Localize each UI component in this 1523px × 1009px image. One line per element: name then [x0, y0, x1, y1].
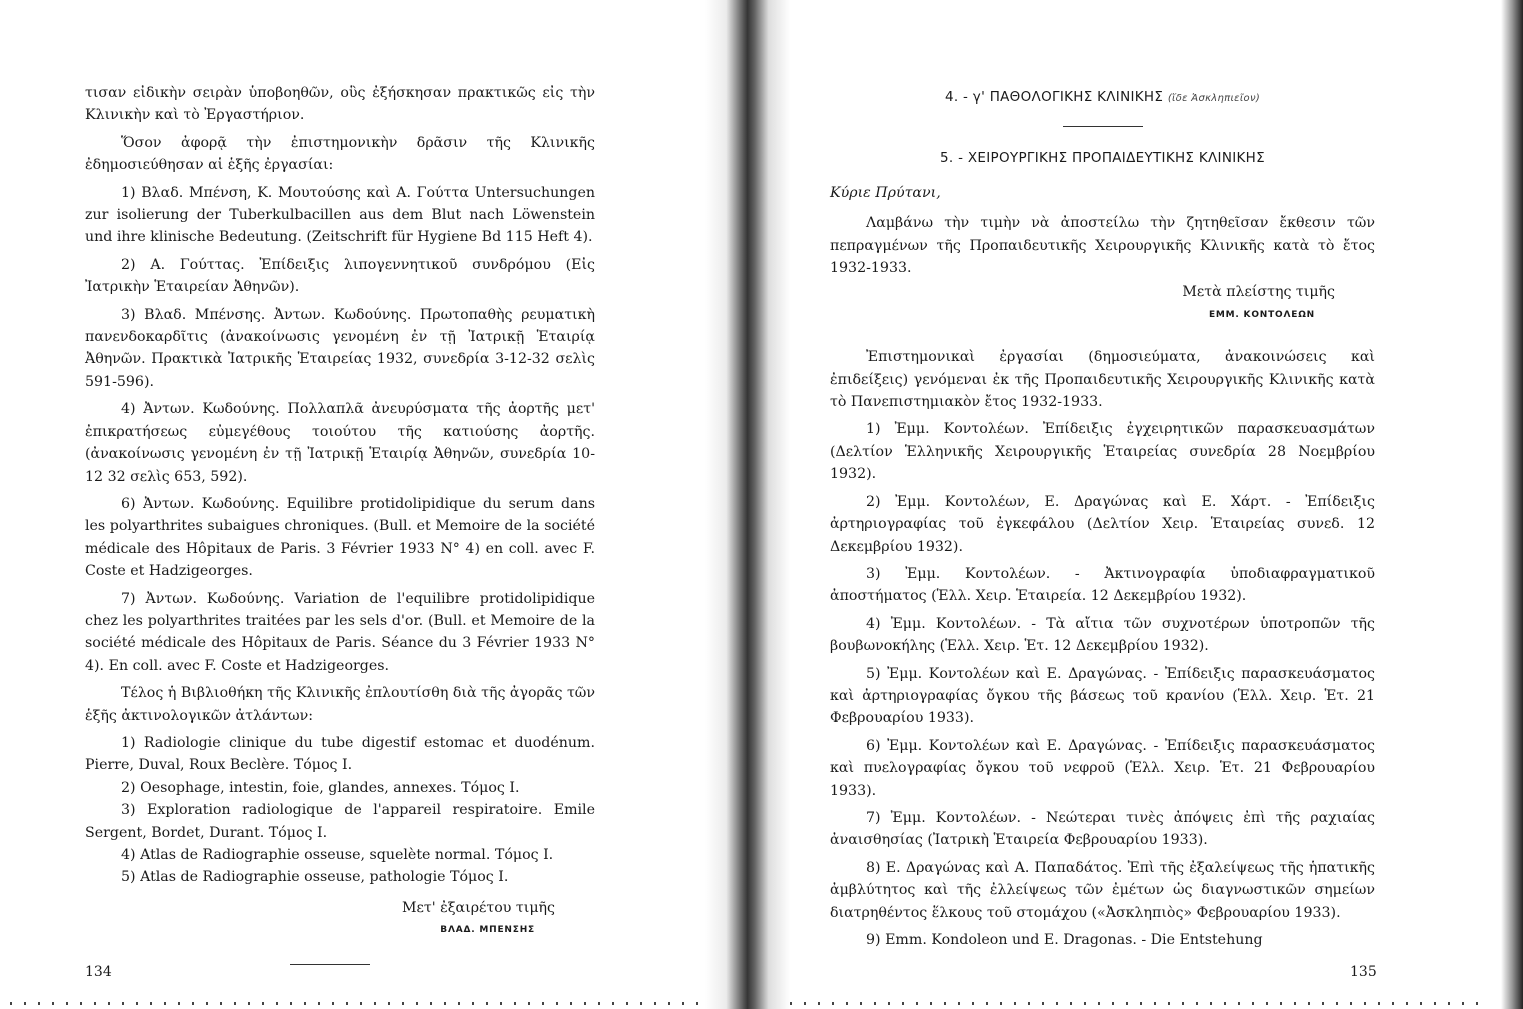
closing-line: Μετὰ πλείστης τιμῆς: [1182, 284, 1335, 301]
publication-item: 4) Ἐμμ. Κοντολέων. - Τὰ αἴτια τῶν συχνοτέρων ὑποτροπῶν τῆς βουβωνοκήλης (Ἑλλ. Χειρ. Ἑτ. 12 Δεκεμβρίου 1932).: [830, 615, 1375, 655]
page-number: 134: [85, 964, 112, 980]
salutation: Κύριε Πρύτανι,: [830, 184, 941, 201]
publication-item: 3) Ἐμμ. Κοντολέων. - Ἀκτινογραφία ὑποδιαφραγματικοῦ ἀποστήματος (Ἑλλ. Χειρ. Ἑταιρεία. 12 Δεκεμβρίου 1932).: [830, 565, 1375, 605]
publication-item: 2) Α. Γούττας. Ἐπίδειξις λιπογεννητικοῦ συνδρόμου (Εἰς Ἰατρικὴν Ἑταιρείαν Ἀθηνῶν).: [85, 256, 595, 296]
publication-item: 6) Ἐμμ. Κοντολέων καὶ Ε. Δραγώνας. - Ἐπίδειξις παρασκευάσματος καὶ πυελογραφίας ὄγκου τοῦ νεφροῦ (Ἑλλ. Χειρ. Ἑτ. 21 Φεβρουαρίου 1933).: [830, 737, 1375, 799]
atlas-item: 3) Exploration radiologique de l'appareil respiratoire. Emile Sergent, Bordet, Durant. Τόμος Ι.: [85, 802, 595, 841]
section-heading-4: [830, 86, 1375, 110]
paragraph: τισαν εἰδικὴν σειρὰν ὑποβοηθῶν, οὓς ἐξήσκησαν πρακτικῶς εἰς τὴν Κλινικὴν καὶ τὸ Ἐργαστήριον.: [85, 85, 595, 124]
section-divider: [290, 964, 370, 965]
publication-item: 3) Βλαδ. Μπένσης. Ἀντων. Κωδούνης. Πρωτοπαθὴς ρευματικὴ πανενδοκαρδῖτις (ἀνακοίνωσις γενομένη ἐν τῇ Ἰατρικῇ Ἑταιρίᾳ Ἀθηνῶν. Πρακτικὰ Ἰατρικῆς Ἑταιρείας 1932, συνεδρία 3-12-32 σελὶς 591-596).: [85, 306, 595, 390]
section-divider: [1063, 126, 1143, 127]
atlas-item: 4) Atlas de Radiographie osseuse, squelète normal. Τόμος Ι.: [121, 847, 554, 863]
publication-item: 4) Ἀντων. Κωδούνης. Πολλαπλᾶ ἀνευρύσματα τῆς ἀορτῆς μετ' ἐπικρατήσεως εὐμεγέθους τοιούτου τῆς κατιούσης ἀορτῆς. (ἀνακοίνωσις γενομένη ἐν τῇ Ἰατρικῇ Ἑταιρίᾳ Ἀθηνῶν, συνεδρία 10-12 32 σελὶς 653, 592).: [85, 401, 595, 485]
closing-line: Μετ' ἐξαιρέτου τιμῆς: [401, 899, 555, 916]
publication-item: 6) Ἀντων. Κωδούνης. Equilibre protidolipidique du serum dans les polyarthrites subaigues chroniques. (Bull. et Memoire de la société médicale des Hôpitaux de Paris. 3 Février 1933 N° 4) en coll. avec F. Coste et Hadzigeorges.: [85, 495, 595, 580]
publication-item: 5) Ἐμμ. Κοντολέων καὶ Ε. Δραγώνας. - Ἐπίδειξις παρασκευάσματος καὶ ἀρτηριογραφίας ὄγκου τῆς βάσεως τοῦ κρανίου (Ἑλλ. Χειρ. Ἑτ. 21 Φεβρουαρίου 1933).: [830, 665, 1375, 727]
page-edge-marks: [790, 1002, 1490, 1005]
atlas-item: 5) Atlas de Radiographie osseuse, pathologie Τόμος Ι.: [121, 869, 509, 886]
publication-item: 7) Ἀντων. Κωδούνης. Variation de l'equilibre protidolipidique chez les polyarthrites traitées par les sels d'or. (Bull. et Memoire de la société médicale des Hôpitaux de Paris. Séance du 3 Février 1933 N° 4). En coll. avec F. Coste et Hadzigeorges.: [85, 590, 595, 674]
page-number: 135: [1350, 964, 1377, 980]
paragraph: Ἐπιστημονικαὶ ἐργασίαι (δημοσιεύματα, ἀνακοινώσεις καὶ ἐπιδείξεις) γενόμεναι ἐκ τῆς Προπαιδευτικῆς Χειρουργικῆς Κλινικῆς κατὰ τὸ Πανεπιστημιακὸν ἔτος 1932-1933.: [830, 349, 1375, 411]
heading-note: (ἴδε Ἀσκληπιεῖον): [1167, 93, 1261, 104]
publication-item: 2) Ἐμμ. Κοντολέων, Ε. Δραγώνας καὶ Ε. Χάρτ. - Ἐπίδειξις ἀρτηριογραφίας τοῦ ἐγκεφάλου (Δελτίον Χειρ. Ἑταιρείας συνεδ. 12 Δεκεμβρίου 1932).: [830, 493, 1375, 555]
intro-paragraph: Λαμβάνω τὴν τιμὴν νὰ ἀποστείλω τὴν ζητηθεῖσαν ἔκθεσιν τῶν πεπραγμένων τῆς Προπαιδευτικῆς Χειρουργικῆς Κλινικῆς κατὰ τὸ ἔτος 1932-1933.: [830, 215, 1375, 277]
book-edge-shadow: [1501, 0, 1523, 1009]
left-page-text: [85, 82, 595, 965]
heading-text: 4. - γ' ΠΑΘΟΛΟΓΙΚΗΣ ΚΛΙΝΙΚΗΣ: [944, 89, 1164, 105]
paragraph: Τέλος ἡ Βιβλιοθήκη τῆς Κλινικῆς ἐπλουτίσθη διὰ τῆς ἀγορᾶς τῶν ἑξῆς ἀκτινολογικῶν ἀτλάντων:: [85, 685, 595, 724]
publication-item: 1) Ἐμμ. Κοντολέων. Ἐπίδειξις ἐγχειρητικῶν παρασκευασμάτων (Δελτίον Ἑλληνικῆς Χειρουργικῆς Ἑταιρείας συνεδρία 28 Νοεμβρίου 1932).: [830, 421, 1375, 483]
publication-item: 9) Emm. Kondoleon und E. Dragonas. - Die Entstehung: [866, 932, 1263, 948]
publication-item: 1) Βλαδ. Μπένση, Κ. Μουτούσης καὶ Α. Γούττα Untersuchungen zur isolierung der Tuberkulbacillen aus dem Blut nach Löwenstein und ihre klinische Bedeutung. (Zeitschrift für Hygiene Bd 115 Heft 4).: [85, 184, 595, 246]
signature: ΒΛΑΔ. ΜΠΕΝΣΗΣ: [440, 925, 535, 936]
right-page-text: [830, 82, 1375, 956]
atlas-item: 1) Radiologie clinique du tube digestif estomac et duodénum. Pierre, Duval, Roux Beclère. Τόμος Ι.: [85, 734, 595, 774]
atlas-item: 2) Oesophage, intestin, foie, glandes, annexes. Τόμος Ι.: [121, 779, 520, 796]
signature: ΕΜΜ. ΚΟΝΤΟΛΕΩΝ: [1208, 309, 1315, 320]
paragraph: Ὅσον ἀφορᾷ τὴν ἐπιστημονικὴν δρᾶσιν τῆς Κλινικῆς ἐδημοσιεύθησαν αἱ ἑξῆς ἐργασίαι:: [85, 134, 595, 174]
left-page: [0, 0, 730, 1009]
publication-item: 7) Ἐμμ. Κοντολέων. - Νεώτεραι τινὲς ἀπόψεις ἐπὶ τῆς ραχιαίας ἀναισθησίας (Ἰατρικὴ Ἑταιρεία Φεβρουαρίου 1933).: [830, 809, 1375, 849]
publication-item: 8) Ε. Δραγώνας καὶ Α. Παπαδάτος. Ἐπὶ τῆς ἐξαλείψεως τῆς ἡπατικῆς ἀμβλύτητος καὶ τῆς ἐλλείψεως τῶν ἐμέτων ὡς διαγνωστικῶν σημείων διατρηθέντος ἕλκους τοῦ στομάχου («Ἀσκληπιὸς» Φεβρουαρίου 1933).: [830, 859, 1375, 921]
page-edge-marks: [10, 1002, 700, 1005]
section-heading-5: 5. - ΧΕΙΡΟΥΡΓΙΚΗΣ ΠΡΟΠΑΙΔΕΥΤΙΚΗΣ ΚΛΙΝΙΚΗΣ: [940, 150, 1265, 167]
